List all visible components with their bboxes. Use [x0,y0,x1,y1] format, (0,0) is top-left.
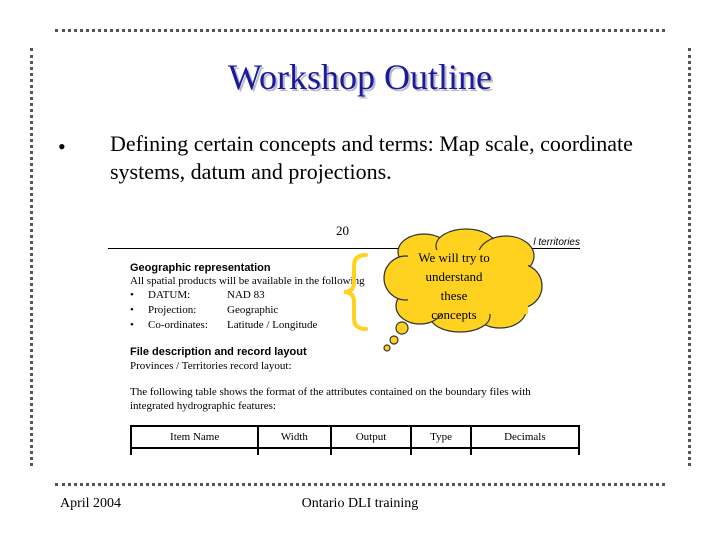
list-bullet: • [130,319,134,331]
table-header: Decimals [471,426,579,448]
table-header: Item Name [131,426,258,448]
callout-line: concepts [431,307,477,322]
bullet-text: Defining certain concepts and terms: Map scale, coordinate systems, datum and projections. [110,131,633,184]
callout-line: these [440,288,468,303]
callout-line: understand [425,269,483,284]
left-dotted-rule [30,48,33,466]
table-header: Type [411,426,470,448]
list-bullet: • [130,289,134,301]
callout-line: We will try to [418,250,490,265]
footer-date: April 2004 [60,496,122,511]
brace-icon [340,252,370,332]
list-value: NAD 83 [227,289,265,301]
cloud-bubble-small [384,345,390,351]
right-dotted-rule [688,48,691,466]
section-paragraph-line1: The following table shows the format of the attributes contained on the boundary files with [130,386,531,398]
document-running-head: l territories [533,237,580,248]
section-heading-file-description: File description and record layout [130,346,307,358]
section-paragraph-line2: integrated hydrographic features: [130,400,276,412]
callout-text [398,248,510,324]
table-header: Output [331,426,412,448]
slide-title: Workshop Outline [227,57,493,97]
list-label: Co-ordinates: [148,319,208,331]
record-layout-table [130,425,580,455]
document-page-number: 20 [336,223,349,238]
cloud-bubble-medium [390,336,398,344]
section-subtitle: Provinces / Territories record layout: [130,360,292,372]
bottom-dotted-rule [55,483,665,486]
top-dotted-rule [55,29,665,32]
section-intro: All spatial products will be available in the following [130,275,365,287]
table-cell [331,448,412,455]
bullet-glyph: • [58,134,66,159]
table-cell [258,448,330,455]
section-heading-geographic: Geographic representation [130,262,271,274]
list-value: Geographic [227,304,279,316]
list-label: Projection: [148,304,197,316]
list-label: DATUM: [148,289,191,301]
list-value: Latitude / Longitude [227,319,318,331]
table-cell [131,448,258,455]
table-cell [471,448,579,455]
list-bullet: • [130,304,134,316]
table-cell [411,448,470,455]
table-header: Width [258,426,330,448]
footer-event: Ontario DLI training [301,496,419,511]
